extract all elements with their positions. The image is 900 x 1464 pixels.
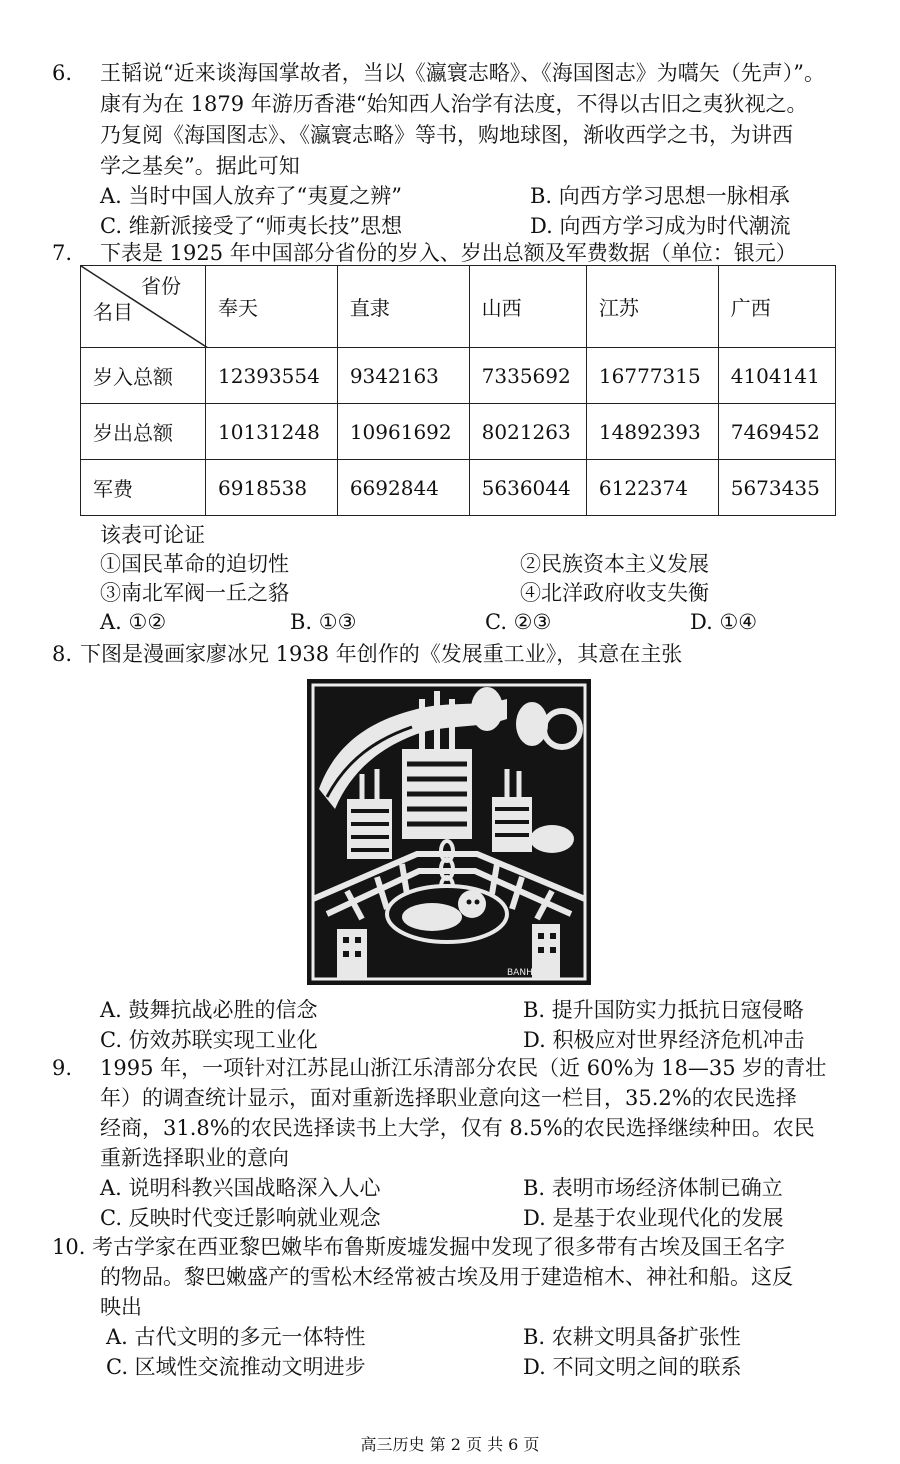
column-header: 山西 (469, 266, 586, 348)
option-b[interactable]: B. 提升国防实力抵抗日寇侵略 (523, 998, 804, 1022)
table-cell: 6918538 (206, 460, 338, 516)
option-a[interactable]: A. ①② (100, 610, 167, 634)
row-label: 岁入总额 (81, 348, 206, 404)
table-cell: 9342163 (337, 348, 469, 404)
corner-label-province: 省份 (141, 274, 181, 298)
question-text: 该表可论证 (100, 523, 205, 547)
option-b[interactable]: B. ①③ (290, 610, 357, 634)
statement-3: ③南北军阀一丘之貉 (100, 581, 289, 605)
cartoon-signature: BANHAN (507, 968, 546, 978)
question-text: 学之基矣”。据此可知 (100, 154, 300, 178)
column-header: 奉天 (206, 266, 338, 348)
column-header: 广西 (718, 266, 835, 348)
question-text: 王韬说“近来谈海国掌故者，当以《瀛寰志略》、《海国图志》为嚆矢（先声）”。 (100, 61, 825, 85)
table-cell: 14892393 (586, 404, 718, 460)
question-number: 6. (52, 61, 73, 85)
column-header: 直隶 (337, 266, 469, 348)
question-number: 9. (52, 1056, 73, 1080)
table-cell: 8021263 (469, 404, 586, 460)
fiscal-data-table (80, 265, 836, 516)
option-c[interactable]: C. ②③ (485, 610, 552, 634)
table-cell: 7469452 (718, 404, 835, 460)
option-a[interactable]: A. 说明科教兴国战略深入人心 (100, 1176, 381, 1200)
question-text: 下表是 1925 年中国部分省份的岁入、岁出总额及军费数据（单位：银元） (100, 241, 797, 265)
table-cell: 6122374 (586, 460, 718, 516)
table-row (81, 348, 836, 404)
statement-1: ①国民革命的迫切性 (100, 552, 289, 576)
question-text: 下图是漫画家廖冰兄 1938 年创作的《发展重工业》，其意在主张 (80, 642, 683, 666)
option-d[interactable]: D. ①④ (690, 610, 758, 634)
table-cell: 10961692 (337, 404, 469, 460)
table-cell: 16777315 (586, 348, 718, 404)
option-c[interactable]: C. 反映时代变迁影响就业观念 (100, 1206, 381, 1230)
option-c[interactable]: C. 仿效苏联实现工业化 (100, 1028, 318, 1052)
question-text: 年）的调查统计显示，面对重新选择职业意向这一栏目，35.2%的农民选择 (100, 1086, 797, 1110)
option-b[interactable]: B. 向西方学习思想一脉相承 (530, 184, 790, 208)
row-label: 军费 (81, 460, 206, 516)
table-row (81, 460, 836, 516)
question-text: 重新选择职业的意向 (100, 1146, 289, 1170)
corner-label-item: 名目 (93, 300, 133, 324)
table-cell: 6692844 (337, 460, 469, 516)
option-b[interactable]: B. 农耕文明具备扩张性 (523, 1325, 741, 1349)
question-number: 7. (52, 241, 73, 265)
table-cell: 12393554 (206, 348, 338, 404)
option-d[interactable]: D. 积极应对世界经济危机冲击 (523, 1028, 805, 1052)
table-row (81, 404, 836, 460)
column-header: 江苏 (586, 266, 718, 348)
option-c[interactable]: C. 区域性交流推动文明进步 (106, 1355, 366, 1379)
question-number: 8. (52, 642, 73, 666)
table-cell: 5673435 (718, 460, 835, 516)
question-text: 经商，31.8%的农民选择读书上大学，仅有 8.5%的农民选择继续种田。农民 (100, 1116, 815, 1140)
question-text: 考古学家在西亚黎巴嫩毕布鲁斯废墟发掘中发现了很多带有古埃及国王名字 (92, 1235, 785, 1259)
option-b[interactable]: B. 表明市场经济体制已确立 (523, 1176, 783, 1200)
statement-2: ②民族资本主义发展 (520, 552, 709, 576)
table-cell: 4104141 (718, 348, 835, 404)
option-a[interactable]: A. 当时中国人放弃了“夷夏之辨” (100, 184, 402, 208)
table-cell: 7335692 (469, 348, 586, 404)
option-a[interactable]: A. 古代文明的多元一体特性 (106, 1325, 366, 1349)
table-header-row (81, 266, 836, 348)
question-text: 康有为在 1879 年游历香港“始知西人治学有法度，不得以古旧之夷狄视之。 (100, 92, 808, 116)
table-corner-cell (81, 266, 206, 348)
question-text: 乃复阅《海国图志》、《瀛寰志略》等书，购地球图，渐收西学之书，为讲西 (100, 123, 793, 147)
table-cell: 10131248 (206, 404, 338, 460)
page-footer: 高三历史 第 2 页 共 6 页 (360, 1435, 540, 1454)
option-c[interactable]: C. 维新派接受了“师夷长技”思想 (100, 214, 403, 238)
question-text: 1995 年，一项针对江苏昆山浙江乐清部分农民（近 60%为 18—35 岁的青壮 (100, 1056, 827, 1080)
heavy-industry-cartoon-image (307, 679, 591, 985)
table-cell: 5636044 (469, 460, 586, 516)
question-text: 的物品。黎巴嫩盛产的雪松木经常被古埃及用于建造棺木、神社和船。这反 (100, 1265, 793, 1289)
option-d[interactable]: D. 不同文明之间的联系 (523, 1355, 742, 1379)
option-a[interactable]: A. 鼓舞抗战必胜的信念 (100, 998, 318, 1022)
row-label: 岁出总额 (81, 404, 206, 460)
option-d[interactable]: D. 是基于农业现代化的发展 (523, 1206, 784, 1230)
statement-4: ④北洋政府收支失衡 (520, 581, 709, 605)
option-d[interactable]: D. 向西方学习成为时代潮流 (530, 214, 791, 238)
question-number: 10. (52, 1235, 86, 1259)
question-text: 映出 (100, 1295, 142, 1319)
